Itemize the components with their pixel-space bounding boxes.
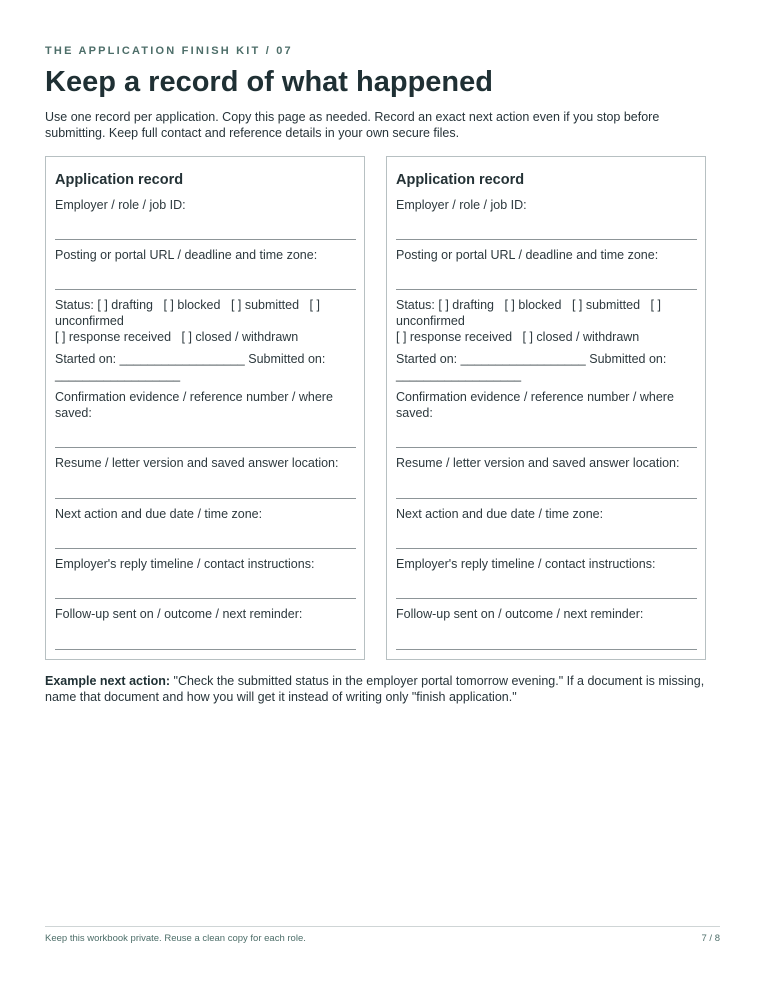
application-record-card-2 [386,156,706,660]
resume-label: Resume / letter version and saved answer location: [396,456,680,470]
followup-write-line[interactable] [55,649,356,650]
employer-label: Employer / role / job ID: [55,198,186,212]
page-title: Keep a record of what happened [45,66,493,98]
confirmation-write-line[interactable] [55,447,356,448]
resume-label: Resume / letter version and saved answer location: [55,456,339,470]
posting-label: Posting or portal URL / deadline and time zone: [396,248,659,262]
example-lead: Example next action: [45,674,171,688]
page-number: 7 / 8 [701,933,720,944]
resume-write-line[interactable] [396,498,697,499]
posting-label: Posting or portal URL / deadline and time zone: [55,248,318,262]
status-option-blocked[interactable]: [ ] blocked [163,298,221,312]
example-next-action [45,673,721,705]
confirmation-write-line[interactable] [396,447,697,448]
reply-label: Employer's reply timeline / contact instructions: [55,557,315,571]
card-title: Application record [396,172,525,188]
reply-write-line[interactable] [396,598,697,599]
footer-note: Keep this workbook private. Reuse a clean copy for each role. [45,933,306,944]
application-record-card-1 [45,156,365,660]
followup-label: Follow-up sent on / outcome / next reminder: [55,607,303,621]
employer-label: Employer / role / job ID: [396,198,527,212]
card-title: Application record [55,172,184,188]
status-option-closed[interactable]: [ ] closed / withdrawn [522,330,640,344]
status-option-response-received[interactable]: [ ] response received [396,330,513,344]
dates-label[interactable]: Started on: __________________ Submitted on: __________________ [55,352,326,382]
resume-write-line[interactable] [55,498,356,499]
followup-write-line[interactable] [396,649,697,650]
status-option-unconfirmed[interactable]: [ ] unconfirmed [396,298,661,328]
example-text: "Check the submitted status in the employer portal tomorrow evening." If a document is missing, name that document and how you will get it instead of writing only "finish application." [45,674,705,704]
status-option-drafting[interactable]: [ ] drafting [438,298,494,312]
confirmation-label: Confirmation evidence / reference number / where saved: [396,390,674,420]
status-prefix: Status: [396,298,435,312]
followup-label: Follow-up sent on / outcome / next reminder: [396,607,644,621]
status-option-unconfirmed[interactable]: [ ] unconfirmed [55,298,320,328]
posting-write-line[interactable] [55,289,356,290]
status-option-submitted[interactable]: [ ] submitted [571,298,641,312]
status-block [396,297,696,345]
status-option-closed[interactable]: [ ] closed / withdrawn [181,330,299,344]
intro-paragraph: Use one record per application. Copy this page as needed. Record an exact next action even if you stop before submitting. Keep full contact and reference details in your own secure files. [45,110,660,140]
employer-write-line[interactable] [55,239,356,240]
next-action-label: Next action and due date / time zone: [55,507,263,521]
next-action-write-line[interactable] [396,548,697,549]
reply-label: Employer's reply timeline / contact instructions: [396,557,656,571]
dates-label[interactable]: Started on: __________________ Submitted on: __________________ [396,352,667,382]
status-option-blocked[interactable]: [ ] blocked [504,298,562,312]
status-option-submitted[interactable]: [ ] submitted [230,298,300,312]
posting-write-line[interactable] [396,289,697,290]
reply-write-line[interactable] [55,598,356,599]
status-prefix: Status: [55,298,94,312]
next-action-label: Next action and due date / time zone: [396,507,604,521]
status-option-response-received[interactable]: [ ] response received [55,330,172,344]
footer-divider [45,926,720,927]
status-block [55,297,355,345]
next-action-write-line[interactable] [55,548,356,549]
status-option-drafting[interactable]: [ ] drafting [97,298,153,312]
section-kicker: THE APPLICATION FINISH KIT / 07 [45,45,293,57]
confirmation-label: Confirmation evidence / reference number / where saved: [55,390,333,420]
employer-write-line[interactable] [396,239,697,240]
